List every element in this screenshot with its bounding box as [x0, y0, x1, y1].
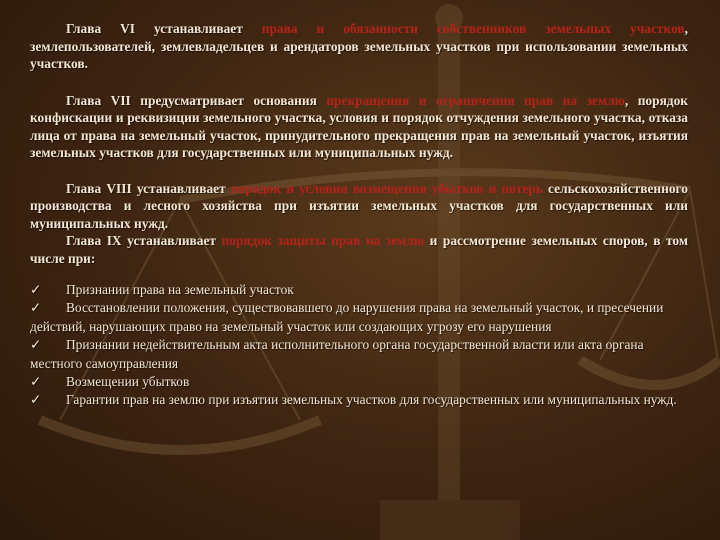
paragraph-chapter-9	[30, 232, 688, 267]
list-item-text: Гарантии прав на землю при изъятии земельных участков для государственных или муниципальных нужд.	[66, 392, 677, 408]
ch7-text: Глава VII предусматривает основания	[66, 92, 327, 108]
dispute-cases-list	[30, 281, 688, 410]
list-item-text: Восстановлении положения, существовавшего до нарушения права на земельный участок, и пресечении действий, нарушающих право на земельный участок или создающих угрозу его нарушения	[30, 300, 664, 334]
list-item-text: Признании права на земельный участок	[66, 282, 294, 297]
ch6-highlight: права и обязанности собственников земельных участков	[261, 21, 685, 36]
paragraph-chapter-7	[30, 92, 688, 162]
list-item	[30, 391, 688, 409]
list-item-text: Возмещении убытков	[66, 374, 190, 390]
ch9-highlight: порядок защиты прав на землю	[221, 233, 425, 248]
ch9-text-rest: и рассмотрение земельных споров, в том числе при:	[30, 233, 688, 266]
slide-content	[30, 20, 688, 410]
ch8-text-rest: сельскохозяйственного производства и лесного хозяйства при изъятии земельных участков для государственных или муниципальных нужд.	[30, 180, 688, 231]
ch7-highlight: прекращения и ограничения прав на землю	[326, 92, 625, 108]
list-item-text: Признании недействительным акта исполнительного органа государственной власти или акта органа местного самоуправления	[30, 337, 644, 371]
list-item	[30, 373, 688, 391]
list-item	[30, 299, 688, 336]
checkmark-icon: ✓	[30, 300, 42, 316]
ch8-text: Глава VIII устанавливает	[66, 180, 231, 196]
ch6-text: Глава VI устанавливает	[66, 21, 262, 36]
list-item	[30, 336, 688, 373]
ch6-text-rest: , землепользователей, землевладельцев и арендаторов земельных участков при использовании земельных участков.	[30, 21, 688, 71]
paragraph-chapter-6	[30, 20, 688, 73]
list-item	[30, 281, 688, 299]
checkmark-icon: ✓	[30, 337, 42, 353]
checkmark-icon: ✓	[30, 392, 42, 408]
checkmark-icon: ✓	[30, 374, 42, 390]
checkmark-icon: ✓	[30, 282, 42, 297]
ch8-highlight: порядок и условия возмещения убытков и потерь	[230, 180, 543, 196]
paragraph-chapter-8	[30, 180, 688, 233]
ch7-text-rest: , порядок конфискации и реквизиции земельного участка, условия и порядок отчуждения земельного участка, отказа лица от права на земельный участок, принудительного прекращения прав на земельный участок, изъятия земельных участков для государственных или муниципальных нужд.	[30, 92, 688, 160]
ch9-text: Глава IX устанавливает	[66, 233, 222, 248]
